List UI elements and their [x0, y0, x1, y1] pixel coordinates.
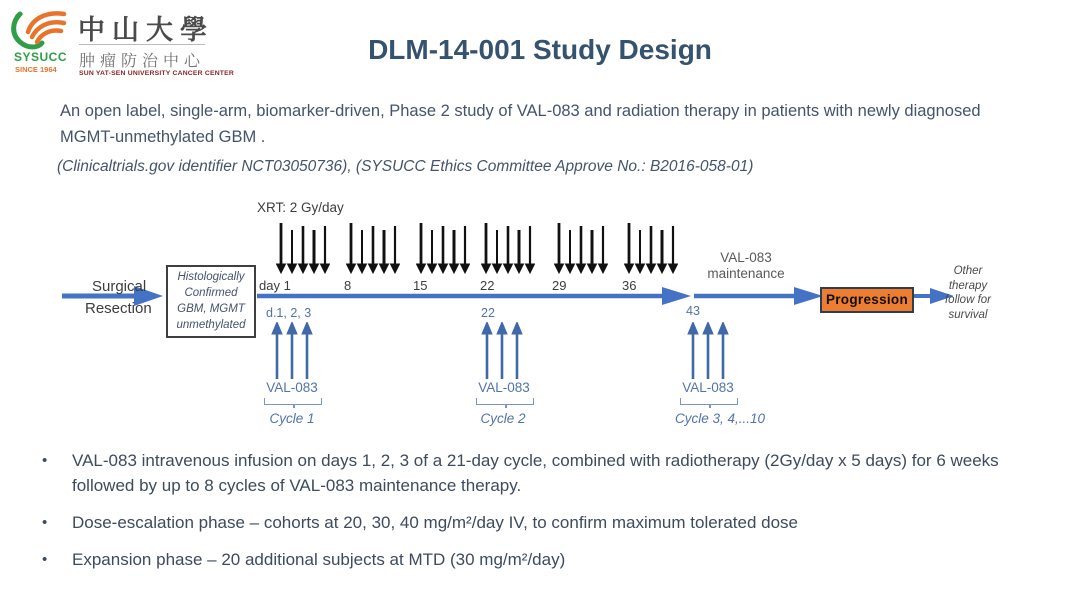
xrt-arrow-group-week5	[554, 222, 608, 274]
study-description: An open label, single-arm, biomarker-driven, Phase 2 study of VAL-083 and radiation therapy in patients with newly diagnosed MGMT-unmethylated GBM .	[60, 102, 981, 146]
eligibility-line2: Confirmed	[184, 287, 238, 299]
cycle1-days: d.1, 2, 3	[266, 306, 312, 320]
xrt-arrow-group-week2	[346, 222, 400, 274]
day-label-29: 29	[552, 278, 567, 293]
cycle1-drug: VAL-083	[266, 380, 318, 395]
surgical-label-line1: Surgical	[92, 278, 147, 295]
other-therapy-label: Other therapy follow for survival	[944, 265, 992, 321]
bullet-item	[42, 547, 1050, 572]
eligibility-line4: unmethylated	[176, 319, 246, 331]
cycle3-brace	[680, 398, 738, 405]
cycle3-label: Cycle 3, 4,...10	[674, 411, 766, 426]
logo-university-cn: 中山大學	[78, 15, 214, 45]
cycle2-days: 22	[481, 306, 495, 320]
progression-box: Progression	[820, 287, 914, 313]
registration-line: (Clinicaltrials.gov identifier NCT03050736), (SYSUCC Ethics Committee Approve No.: B2016-058-01)	[57, 158, 754, 175]
eligibility-box	[166, 265, 256, 338]
bullet-text: Expansion phase – 20 additional subjects at MTD (30 mg/m²/day)	[72, 550, 566, 569]
cycle1-infusion-arrows	[270, 322, 314, 380]
xrt-label: XRT: 2 Gy/day	[257, 200, 344, 215]
cycle2-label: Cycle 2	[480, 411, 526, 426]
bullet-dot: •	[42, 551, 48, 568]
summary-bullets	[42, 448, 1050, 584]
xrt-arrow-group-week1	[276, 222, 330, 274]
maintenance-label: VAL-083 maintenance	[707, 250, 785, 281]
cycle1-label: Cycle 1	[269, 411, 315, 426]
bullet-text: Dose-escalation phase – cohorts at 20, 30, 40 mg/m²/day IV, to confirm maximum tolerated dose	[72, 513, 799, 532]
cycle3-infusion-arrows	[686, 322, 730, 380]
day-label-15: 15	[413, 278, 428, 293]
xrt-arrow-group-week4	[481, 222, 535, 274]
xrt-arrow-group-week3	[416, 222, 470, 274]
surgical-label-line2: Resection	[85, 300, 152, 317]
day-label-36: 36	[622, 278, 637, 293]
slide-title: DLM-14-001 Study Design	[368, 34, 712, 65]
logo-center-en: SUN YAT-SEN UNIVERSITY CANCER CENTER	[79, 70, 234, 77]
eligibility-line1: Histologically	[177, 271, 245, 283]
study-design-diagram	[0, 198, 1080, 443]
timeline-arrows	[0, 198, 1080, 443]
cycle2-infusion-arrows	[480, 322, 524, 380]
cycle2-drug: VAL-083	[478, 380, 530, 395]
bullet-dot: •	[42, 514, 48, 531]
day-label-8: 8	[344, 278, 352, 293]
logo-since: SINCE 1964	[15, 65, 57, 74]
day-label-22: 22	[480, 278, 495, 293]
cycle2-brace	[476, 398, 534, 405]
logo-center-cn: 肿瘤防治中心	[79, 44, 205, 71]
bullet-text: VAL-083 intravenous infusion on days 1, 2, 3 of a 21-day cycle, combined with radiotherapy (2Gy/day x 5 days) for 6 weeks followed by up to 8 cycles of VAL-083 maintenance therapy.	[72, 451, 999, 495]
bullet-item	[42, 510, 1050, 535]
logo-abbr: SYSUCC	[14, 50, 68, 64]
xrt-arrow-group-week6	[624, 222, 678, 274]
bullet-item	[42, 448, 1050, 498]
eligibility-line3: GBM, MGMT	[177, 303, 245, 315]
bullet-dot: •	[42, 452, 48, 469]
cycle3-drug: VAL-083	[682, 380, 734, 395]
cycle3-days: 43	[686, 304, 700, 318]
day-label-1: day 1	[259, 278, 291, 293]
cycle1-brace	[264, 398, 322, 405]
